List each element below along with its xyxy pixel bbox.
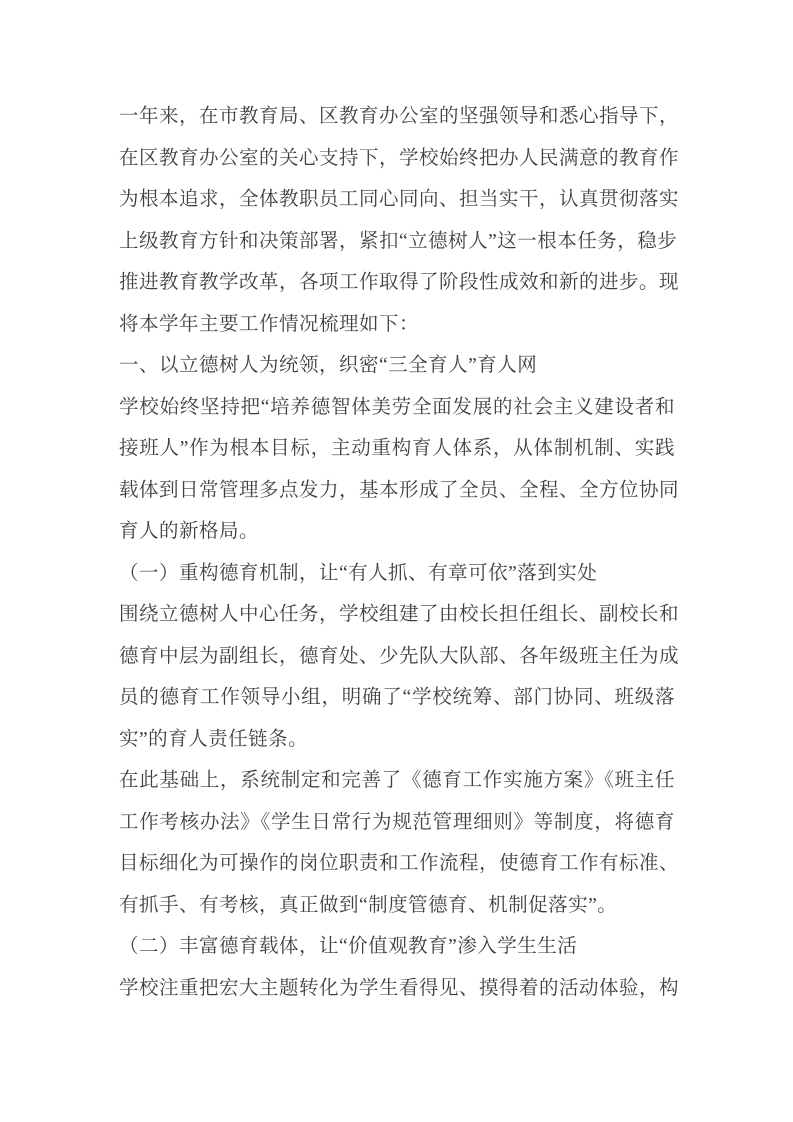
- text-line: 在区教育办公室的关心支持下，学校始终把办人民满意的教育作: [119, 147, 680, 169]
- text-line: （一）重构德育机制，让“有人抓、有章可依”落到实处: [119, 562, 598, 584]
- text-line: 学校注重把宏大主题转化为学生看得见、摸得着的活动体验，构: [119, 977, 680, 999]
- text-line: 目标细化为可操作的岗位职责和工作流程，使德育工作有标准、: [119, 853, 680, 874]
- heading-level-1: [119, 345, 675, 387]
- heading-level-2: [119, 553, 675, 595]
- paragraph: [119, 968, 680, 1010]
- paragraph: [119, 594, 680, 760]
- text-line: 实”的育人责任链条。: [119, 728, 309, 750]
- text-line: 德育中层为副组长，德育处、少先队大队部、各年级班主任为成: [119, 645, 680, 667]
- text-line: 工作考核办法》《学生日常行为规范管理细则》等制度，将德育: [119, 811, 675, 833]
- paragraph: [119, 96, 680, 345]
- heading-level-2: [119, 926, 675, 968]
- document-text-body: [119, 96, 680, 1009]
- text-line: 育人的新格局。: [119, 521, 260, 542]
- text-line: 为根本追求，全体教职员工同心同向、担当实干，认真贯彻落实: [119, 189, 680, 210]
- text-line: 学校始终坚持把“培养德智体美劳全面发展的社会主义建设者和: [119, 396, 675, 418]
- paragraph: [119, 387, 680, 553]
- paragraph: [119, 760, 680, 926]
- text-line: 一年来，在市教育局、区教育办公室的坚强领导和悉心指导下，: [119, 106, 680, 127]
- text-line: 载体到日常管理多点发力，基本形成了全员、全程、全方位协同: [119, 479, 680, 501]
- text-line: 推进教育教学改革，各项工作取得了阶段性成效和新的进步。现: [119, 272, 680, 293]
- text-line: 围绕立德树人中心任务，学校组建了由校长担任组长、副校长和: [119, 604, 680, 625]
- text-line: 员的德育工作领导小组，明确了“学校统筹、部门协同、班级落: [119, 687, 675, 708]
- text-line: 有抓手、有考核，真正做到“制度管德育、机制促落实”。: [119, 894, 618, 916]
- text-line: 上级教育方针和决策部署，紧扣“立德树人”这一根本任务，稳步: [119, 230, 678, 252]
- text-line: 接班人”作为根本目标，主动重构育人体系，从体制机制、实践: [119, 438, 675, 459]
- text-line: 一、以立德树人为统领，织密“三全育人”育人网: [119, 355, 538, 376]
- text-line: 在此基础上，系统制定和完善了《德育工作实施方案》《班主任: [119, 770, 675, 791]
- text-line: 将本学年主要工作情况梳理如下：: [119, 313, 420, 335]
- text-line: （二）丰富德育载体，让“价值观教育”渗入学生生活: [119, 936, 578, 957]
